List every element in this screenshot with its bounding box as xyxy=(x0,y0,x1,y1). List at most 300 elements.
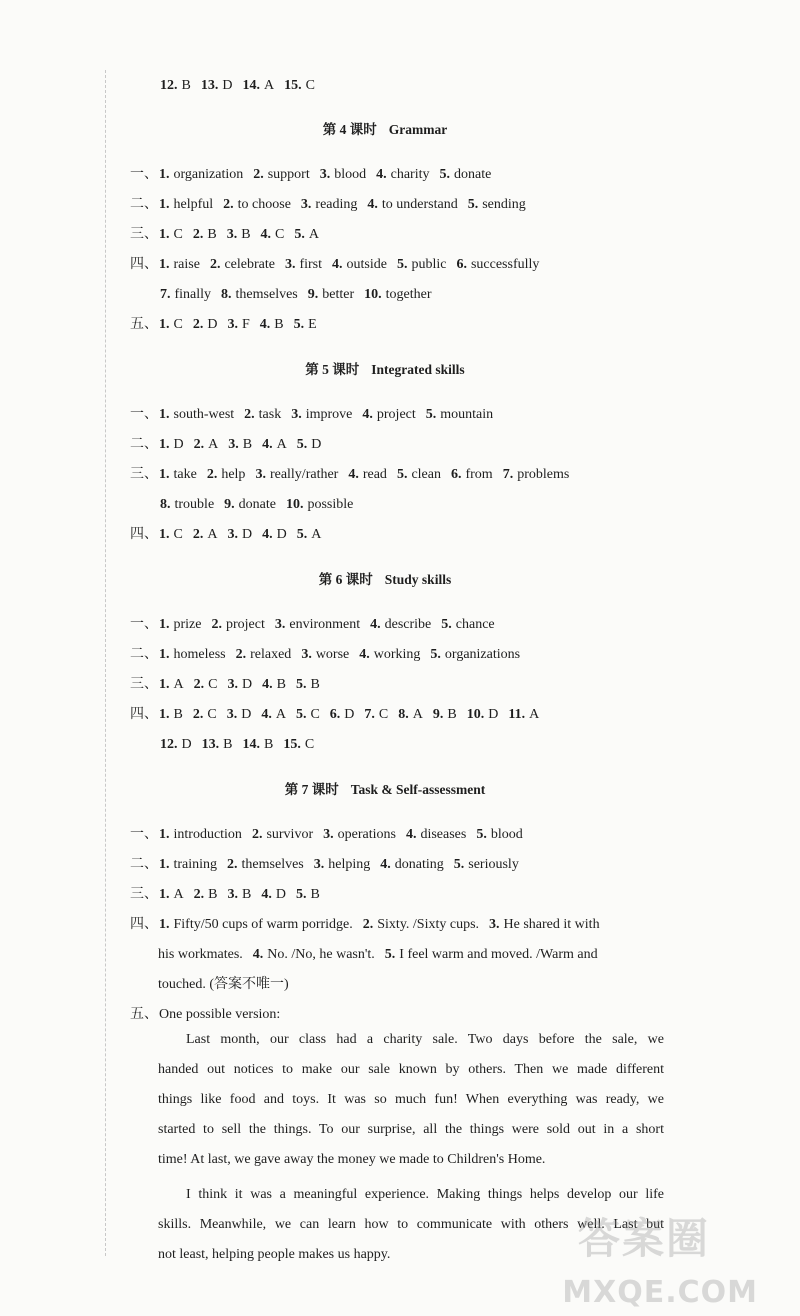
question-group-label: 三、 xyxy=(130,677,158,692)
answer-text: B xyxy=(181,78,191,93)
answer-text: celebrate xyxy=(224,257,275,272)
answer-item xyxy=(159,617,201,632)
answer-item xyxy=(193,227,217,242)
answer-text: D xyxy=(207,317,218,332)
answer-text: project xyxy=(376,407,416,422)
answer-item xyxy=(294,317,317,332)
answer-text: C xyxy=(275,227,285,242)
answer-number: 3. xyxy=(227,527,238,542)
question-group-label: 四、 xyxy=(130,707,158,722)
answer-number: 2. xyxy=(362,917,374,932)
answer-row-continued xyxy=(158,945,608,965)
answer-item xyxy=(227,857,304,872)
answer-item xyxy=(224,497,276,512)
answer-number: 4. xyxy=(261,707,272,722)
answer-item xyxy=(284,78,315,93)
answer-item xyxy=(283,737,314,752)
answer-number: 4. xyxy=(260,227,272,242)
answer-text: D xyxy=(173,437,184,452)
answer-number: 2. xyxy=(209,257,221,272)
answer-text: D xyxy=(241,677,253,692)
question-group-label: 五、 xyxy=(130,317,158,332)
answer-text: helping xyxy=(328,857,371,872)
answer-item xyxy=(364,287,431,302)
answer-number: 2. xyxy=(235,647,247,662)
answer-number: 14. xyxy=(242,737,260,752)
answer-text: working xyxy=(373,647,421,662)
answer-text: A xyxy=(207,527,218,542)
answer-item xyxy=(261,707,286,722)
answer-item xyxy=(376,167,429,182)
answer-item xyxy=(308,287,354,302)
essay-line: skills. Meanwhile, we can learn how to communicate with others well. Last but xyxy=(158,1217,664,1232)
answer-text: read xyxy=(362,467,387,482)
answer-item xyxy=(202,737,233,752)
essay-line: I think it was a meaningful experience. Making things helps develop our life xyxy=(186,1187,664,1202)
answer-text: take xyxy=(173,467,197,482)
answer-item xyxy=(244,407,281,422)
answer-text: B xyxy=(447,707,457,722)
answer-text: prize xyxy=(173,617,202,632)
answer-row xyxy=(130,915,610,935)
answer-row xyxy=(130,225,329,245)
answer-text: south-west xyxy=(173,407,235,422)
answer-number: 2. xyxy=(192,527,204,542)
answer-text: C xyxy=(305,78,315,93)
answer-text: donating xyxy=(394,857,444,872)
answer-row-top xyxy=(160,76,325,96)
answer-text: public xyxy=(411,257,447,272)
answer-text: organizations xyxy=(444,647,521,662)
answer-item xyxy=(159,407,234,422)
answer-number: 5. xyxy=(295,707,307,722)
answer-number: 5. xyxy=(384,947,396,962)
answer-text: charity xyxy=(390,167,430,182)
answer-item xyxy=(503,467,570,482)
answer-number: 15. xyxy=(283,737,301,752)
answer-text: C xyxy=(208,677,218,692)
answer-row xyxy=(130,195,536,215)
watermark-cn-text: 答案圈 xyxy=(577,1214,710,1263)
answer-number: 13. xyxy=(200,78,219,93)
answer-text: A xyxy=(173,887,184,902)
answer-item xyxy=(227,707,252,722)
answer-text: outside xyxy=(346,257,387,272)
answer-item xyxy=(454,857,519,872)
answer-item xyxy=(440,167,492,182)
answer-number: 3. xyxy=(227,887,238,902)
answer-item xyxy=(236,647,292,662)
answer-text: C xyxy=(173,227,183,242)
answer-number: 5. xyxy=(430,647,441,662)
answer-text: reading xyxy=(315,197,358,212)
answer-item xyxy=(242,737,273,752)
answer-item xyxy=(159,437,184,452)
answer-item xyxy=(210,257,275,272)
answer-number: 2. xyxy=(193,437,205,452)
answer-text: homeless xyxy=(173,647,226,662)
lesson-title: Study skills xyxy=(384,572,452,587)
answer-number: 8. xyxy=(160,497,171,512)
question-group-label: 三、 xyxy=(130,467,158,482)
answer-item xyxy=(253,167,310,182)
answer-number: 9. xyxy=(307,287,319,302)
answer-text: C xyxy=(173,317,183,332)
answer-number: 2. xyxy=(211,617,222,632)
site-watermark xyxy=(480,1200,780,1310)
answer-text: B xyxy=(310,887,320,902)
answer-text: No. /No, he wasn't. xyxy=(267,947,375,962)
answer-number: 11. xyxy=(508,707,526,722)
answer-text: D xyxy=(344,707,355,722)
answer-text: diseases xyxy=(420,827,467,842)
answer-item xyxy=(370,617,431,632)
answer-number: 3. xyxy=(255,467,266,482)
answer-item xyxy=(285,257,322,272)
answer-number: 8. xyxy=(221,287,232,302)
answer-text: B xyxy=(276,677,286,692)
answer-number: 4. xyxy=(262,677,273,692)
answer-text: D xyxy=(241,527,253,542)
answer-item xyxy=(262,527,287,542)
answer-row xyxy=(130,855,529,875)
answer-item xyxy=(468,197,526,212)
answer-text: D xyxy=(488,707,499,722)
watermark-en-text: MXQE.COM xyxy=(562,1275,758,1310)
answer-number: 1. xyxy=(159,887,170,902)
answer-item xyxy=(332,257,387,272)
answer-text: He shared it with xyxy=(503,917,600,932)
answer-item xyxy=(430,647,520,662)
answer-row xyxy=(130,705,549,725)
answer-text: B xyxy=(310,677,320,692)
answer-item xyxy=(159,887,184,902)
answer-number: 1. xyxy=(159,707,170,722)
answer-number: 1. xyxy=(159,407,170,422)
answer-number: 4. xyxy=(362,407,373,422)
section-heading xyxy=(0,360,770,380)
answer-text: touched. (答案不唯一) xyxy=(158,977,289,992)
lesson-title: Grammar xyxy=(388,122,448,137)
answer-text: describe xyxy=(384,617,432,632)
answer-number: 2. xyxy=(244,407,255,422)
answer-text: introduction xyxy=(173,827,242,842)
answer-text: worse xyxy=(315,647,350,662)
answer-text: improve xyxy=(305,407,353,422)
answer-number: 5. xyxy=(294,227,305,242)
answer-text: A xyxy=(275,707,286,722)
answer-number: 5. xyxy=(295,677,307,692)
answer-item xyxy=(255,467,338,482)
answer-text: D xyxy=(222,78,233,93)
answer-item xyxy=(227,887,251,902)
answer-text: better xyxy=(322,287,355,302)
answer-number: 5. xyxy=(295,887,307,902)
lesson-number: 第 6 课时 xyxy=(318,572,373,587)
answer-item xyxy=(159,527,183,542)
answer-row xyxy=(130,885,330,905)
answer-item xyxy=(397,257,447,272)
answer-text: task xyxy=(258,407,282,422)
answer-number: 13. xyxy=(201,737,220,752)
answer-item xyxy=(159,677,184,692)
answer-item xyxy=(348,467,387,482)
answer-number: 9. xyxy=(224,497,235,512)
answer-item xyxy=(159,917,353,932)
answer-item xyxy=(160,497,214,512)
answer-text: D xyxy=(276,527,287,542)
answer-row xyxy=(130,405,503,425)
answer-text: project xyxy=(225,617,265,632)
answer-item xyxy=(441,617,494,632)
answer-number: 3. xyxy=(313,857,325,872)
answer-number: 4. xyxy=(348,467,359,482)
answer-item xyxy=(253,947,375,962)
answer-text: D xyxy=(181,737,192,752)
answer-number: 4. xyxy=(359,647,370,662)
answer-number: 1. xyxy=(159,827,170,842)
answer-text: A xyxy=(311,527,322,542)
answer-number: 5. xyxy=(439,167,450,182)
answer-text: chance xyxy=(455,617,495,632)
answer-number: 2. xyxy=(193,677,205,692)
section-heading xyxy=(0,570,770,590)
answer-item xyxy=(194,437,219,452)
answer-item xyxy=(296,677,320,692)
answer-number: 4. xyxy=(262,527,273,542)
essay-line: things like food and toys. It was so much fun! When everything was ready, we xyxy=(158,1092,664,1107)
answer-item xyxy=(362,407,415,422)
answer-text: B xyxy=(223,737,233,752)
answer-text: problems xyxy=(517,467,570,482)
essay-intro-row xyxy=(130,1005,280,1025)
answer-item xyxy=(301,647,349,662)
answer-number: 3. xyxy=(291,407,302,422)
answer-number: 1. xyxy=(159,437,170,452)
answer-item xyxy=(330,707,355,722)
answer-text: mountain xyxy=(440,407,494,422)
answer-number: 6. xyxy=(450,467,462,482)
lesson-number: 第 4 课时 xyxy=(322,122,377,137)
question-group-label: 一、 xyxy=(130,827,158,842)
answer-number: 1. xyxy=(159,257,170,272)
answer-item xyxy=(260,317,284,332)
answer-text: support xyxy=(267,167,310,182)
answer-number: 3. xyxy=(300,197,312,212)
answer-number: 3. xyxy=(228,437,239,452)
answer-text: relaxed xyxy=(250,647,292,662)
answer-text: helpful xyxy=(173,197,214,212)
answer-text: E xyxy=(308,317,317,332)
answer-number: 1. xyxy=(159,677,170,692)
answer-row xyxy=(130,255,549,275)
answer-text: really/rather xyxy=(269,467,339,482)
answer-item xyxy=(193,707,217,722)
answer-item xyxy=(301,197,357,212)
answer-number: 6. xyxy=(329,707,341,722)
question-group-label: 三、 xyxy=(130,227,158,242)
answer-text: donate xyxy=(454,167,492,182)
answer-item xyxy=(296,887,320,902)
answer-item xyxy=(159,647,226,662)
answer-text: B xyxy=(274,317,284,332)
answer-number: 1. xyxy=(159,317,170,332)
answer-number: 4. xyxy=(376,167,387,182)
question-group-label: 四、 xyxy=(130,527,158,542)
answer-number: 3. xyxy=(227,317,238,332)
answer-number: 7. xyxy=(160,287,171,302)
answer-item xyxy=(193,317,218,332)
answer-item xyxy=(252,827,313,842)
answer-number: 3. xyxy=(323,827,334,842)
answer-text: B xyxy=(208,887,218,902)
answer-row xyxy=(130,435,331,455)
answer-item xyxy=(194,677,218,692)
question-group-label: 一、 xyxy=(130,167,158,182)
binding-margin-line xyxy=(105,70,106,1256)
answer-text: B xyxy=(263,737,274,752)
answer-text: themselves xyxy=(235,287,298,302)
answer-number: 12. xyxy=(160,78,178,93)
answer-item xyxy=(320,167,366,182)
answer-number: 10. xyxy=(466,707,485,722)
answer-text: A xyxy=(276,437,287,452)
answer-item xyxy=(242,78,274,93)
answer-item xyxy=(160,287,211,302)
answer-text: raise xyxy=(173,257,200,272)
answer-number: 6. xyxy=(456,257,467,272)
answer-number: 2. xyxy=(192,707,204,722)
answer-item xyxy=(314,857,371,872)
answer-number: 5. xyxy=(396,467,408,482)
answer-item xyxy=(159,167,243,182)
answer-item xyxy=(323,827,396,842)
answer-item xyxy=(221,287,298,302)
answer-item xyxy=(227,317,249,332)
answer-item xyxy=(159,257,200,272)
essay-line: not least, helping people makes us happy. xyxy=(158,1247,391,1262)
answer-item xyxy=(286,497,353,512)
question-group-label: 三、 xyxy=(130,887,158,902)
answer-number: 7. xyxy=(364,707,375,722)
answer-row xyxy=(130,465,579,485)
answer-number: 14. xyxy=(242,78,260,93)
answer-number: 9. xyxy=(432,707,444,722)
answer-item xyxy=(261,227,285,242)
question-group-label: 一、 xyxy=(130,407,158,422)
question-group-label: 二、 xyxy=(130,647,158,662)
answer-item xyxy=(160,737,192,752)
answer-number: 2. xyxy=(253,167,264,182)
answer-item xyxy=(207,467,246,482)
answer-number: 1. xyxy=(159,527,170,542)
answer-text: B xyxy=(173,707,183,722)
answer-text: F xyxy=(241,317,250,332)
answer-item xyxy=(275,617,360,632)
answer-row xyxy=(130,315,327,335)
answer-text: clean xyxy=(411,467,441,482)
answer-text: his workmates. xyxy=(158,947,243,962)
answer-number: 4. xyxy=(380,857,391,872)
answer-number: 2. xyxy=(193,887,205,902)
answer-item xyxy=(227,677,252,692)
answer-item xyxy=(159,827,242,842)
answer-number: 3. xyxy=(489,917,500,932)
answer-item xyxy=(159,467,197,482)
answer-text: A xyxy=(412,707,423,722)
answer-text: blood xyxy=(490,827,523,842)
answer-number: 3. xyxy=(227,677,238,692)
answer-number: 3. xyxy=(284,257,296,272)
answer-item xyxy=(297,437,322,452)
answer-item xyxy=(159,857,217,872)
lesson-title: Task & Self-assessment xyxy=(350,782,486,797)
answer-item xyxy=(160,78,191,93)
answer-text: operations xyxy=(337,827,396,842)
answer-item xyxy=(363,917,479,932)
answer-item xyxy=(406,827,466,842)
answer-row xyxy=(160,735,324,755)
answer-text: finally xyxy=(174,287,212,302)
answer-item xyxy=(489,917,600,932)
answer-text: A xyxy=(173,677,184,692)
answer-item xyxy=(159,227,183,242)
answer-text: donate xyxy=(238,497,276,512)
question-group-label: 二、 xyxy=(130,197,158,212)
section-heading xyxy=(0,780,770,800)
answer-row xyxy=(130,825,533,845)
answer-number: 3. xyxy=(274,617,286,632)
answer-row xyxy=(160,495,363,515)
answer-text: themselves xyxy=(241,857,304,872)
question-group-label: 四、 xyxy=(130,917,158,932)
answer-row xyxy=(130,615,505,635)
answer-number: 10. xyxy=(285,497,304,512)
answer-row xyxy=(130,645,530,665)
answer-item xyxy=(433,707,457,722)
answer-item xyxy=(158,947,243,962)
answer-item xyxy=(456,257,539,272)
answer-number: 5. xyxy=(425,407,437,422)
answer-text: C xyxy=(173,527,183,542)
answer-row-continued xyxy=(158,975,299,995)
answer-item xyxy=(194,887,218,902)
answer-text: from xyxy=(465,467,493,482)
answer-number: 1. xyxy=(159,917,170,932)
answer-item xyxy=(380,857,444,872)
answer-number: 4. xyxy=(261,887,272,902)
answer-number: 15. xyxy=(284,78,302,93)
answer-text: B xyxy=(241,227,251,242)
answer-text: help xyxy=(221,467,246,482)
answer-text: D xyxy=(241,707,252,722)
answer-item xyxy=(261,887,286,902)
answer-number: 5. xyxy=(293,317,305,332)
answer-item xyxy=(451,467,493,482)
answer-number: 4. xyxy=(252,947,264,962)
answer-item xyxy=(508,707,539,722)
answer-row xyxy=(130,675,330,695)
answer-item xyxy=(159,707,183,722)
answer-number: 5. xyxy=(296,437,308,452)
answer-number: 5. xyxy=(453,857,465,872)
essay-intro: One possible version: xyxy=(159,1007,281,1022)
answer-number: 4. xyxy=(259,317,271,332)
answer-text: C xyxy=(310,707,320,722)
answer-number: 5. xyxy=(396,257,408,272)
answer-number: 2. xyxy=(192,227,204,242)
answer-item xyxy=(262,677,286,692)
